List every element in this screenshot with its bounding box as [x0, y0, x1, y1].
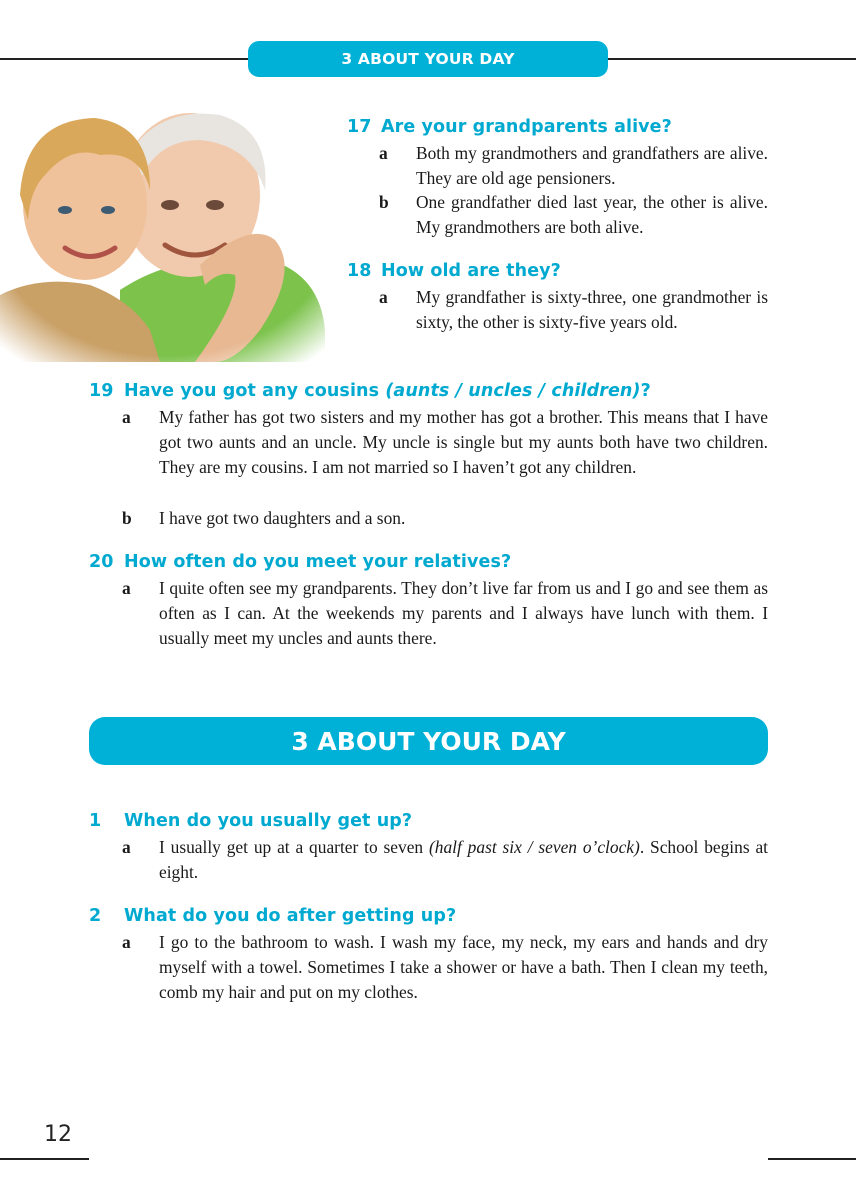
- answer-letter: b: [379, 192, 389, 212]
- answer-1a: [122, 835, 768, 885]
- question-text: Have you got any cousins: [124, 381, 386, 401]
- question-20: [89, 552, 511, 572]
- answer-18a: [379, 285, 768, 361]
- answer-19a: [122, 405, 768, 505]
- question-text: Are your grandparents alive?: [381, 117, 672, 137]
- answer-text: I go to the bathroom to wash. I wash my face, my neck, my ears and hands and dry myself with a towel. Sometimes I take a shower or have a bath. Then I clean my teeth, comb my hair and put on my clothes.: [159, 932, 768, 1002]
- question-number: 1: [89, 811, 102, 831]
- answer-17b: [379, 190, 768, 240]
- running-header: 3 ABOUT YOUR DAY: [248, 41, 608, 77]
- header-rule-right: [606, 58, 856, 60]
- answer-letter: b: [122, 508, 132, 528]
- question-text-italic: (aunts / uncles / children): [385, 381, 641, 401]
- answer-text-after: . School begins at eight.: [159, 837, 768, 882]
- answer-17a: [379, 141, 768, 191]
- question-text: What do you do after getting up?: [124, 906, 457, 926]
- answer-text: I quite often see my grandparents. They don’t live far from us and I go and see them as often as I can. At the weekends my parents and I always have lunch with them. I usually meet my uncles and aunts there.: [159, 578, 768, 648]
- answer-text: I have got two daughters and a son.: [159, 508, 406, 528]
- section-banner: 3 ABOUT YOUR DAY: [89, 717, 768, 765]
- answer-text: My father has got two sisters and my mother has got a brother. This means that I have got two aunts and an uncle. My uncle is single but my aunts both have two children. They are my cousins. I am not married so I haven’t got any children.: [159, 407, 768, 477]
- footer-rule-left: [0, 1158, 89, 1160]
- question-text: How often do you meet your relatives?: [124, 552, 512, 572]
- question-text-end: ?: [640, 381, 651, 401]
- answer-20a: [122, 576, 768, 652]
- question-17: [347, 117, 672, 137]
- answer-letter: a: [379, 143, 388, 163]
- question-number: 19: [89, 381, 114, 401]
- answer-text: [159, 835, 768, 885]
- question-text: When do you usually get up?: [124, 811, 413, 831]
- question-number: 17: [347, 117, 372, 137]
- answer-19b: [122, 506, 768, 531]
- answer-letter: a: [379, 287, 388, 307]
- grandfather-and-grandson-photo: [0, 100, 330, 362]
- question-number: 20: [89, 552, 114, 572]
- question-19: [89, 381, 651, 401]
- answer-2a: [122, 930, 768, 1006]
- answer-text: My grandfather is sixty-three, one grandmother is sixty, the other is sixty-five years old.: [416, 287, 768, 332]
- question-2: [89, 906, 456, 926]
- answer-text: Both my grandmothers and grandfathers are alive. They are old age pensioners.: [416, 143, 768, 188]
- page-number: 12: [44, 1122, 72, 1147]
- answer-text: One grandfather died last year, the other is alive. My grandmothers are both alive.: [416, 192, 768, 237]
- answer-letter: a: [122, 407, 131, 427]
- answer-text-italic: (half past six / seven o’clock): [428, 837, 640, 857]
- question-number: 18: [347, 261, 372, 281]
- answer-letter: a: [122, 837, 131, 857]
- answer-letter: a: [122, 932, 131, 952]
- header-rule-left: [0, 58, 250, 60]
- question-18: [347, 261, 561, 281]
- answer-letter: a: [122, 578, 131, 598]
- question-1: [89, 811, 412, 831]
- question-text: How old are they?: [381, 261, 561, 281]
- question-number: 2: [89, 906, 102, 926]
- answer-text-before: I usually get up at a quarter to seven: [159, 837, 429, 857]
- footer-rule-right: [768, 1158, 856, 1160]
